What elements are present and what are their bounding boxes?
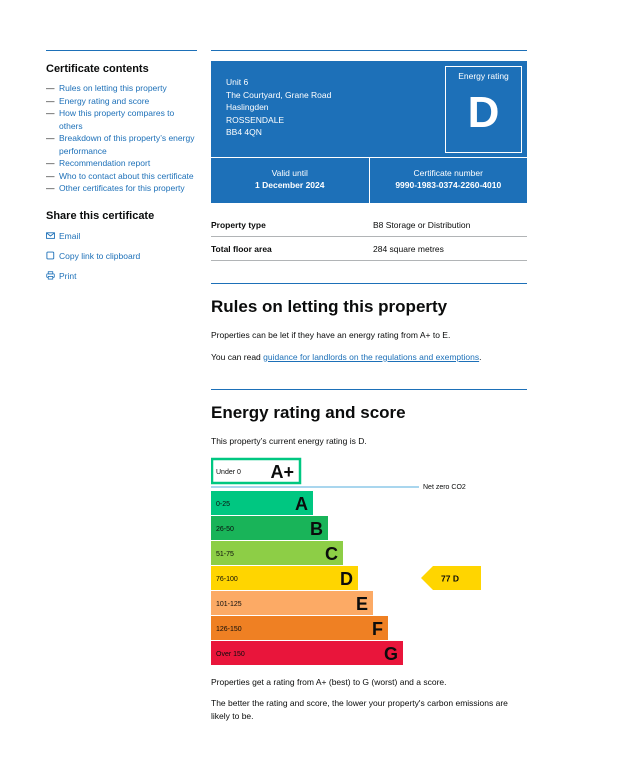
printer-icon bbox=[46, 271, 55, 280]
section-divider bbox=[211, 283, 527, 284]
band-range-label: Over 150 bbox=[216, 650, 245, 658]
certificate-header bbox=[211, 61, 527, 157]
main-divider bbox=[211, 50, 527, 51]
energy-rating-letter: D bbox=[467, 88, 500, 137]
certificate-number-value: 9990-1983-0374-2260-4010 bbox=[395, 180, 502, 190]
band-range-label: 101-125 bbox=[216, 600, 242, 608]
guidance-suffix: . bbox=[479, 351, 482, 362]
summary-row bbox=[211, 237, 527, 261]
address-line: BB4 4QN bbox=[226, 127, 262, 137]
certificate-number-label: Certificate number bbox=[413, 168, 483, 178]
band-range-label: 76-100 bbox=[216, 575, 238, 583]
band-letter-label: B bbox=[310, 518, 323, 539]
valid-until bbox=[211, 158, 369, 203]
copy-icon bbox=[46, 251, 55, 260]
band-letter-label: A+ bbox=[270, 461, 294, 482]
guidance-link[interactable]: guidance for landlords on the regulations and exemptions bbox=[263, 351, 480, 362]
contents-link-breakdown[interactable]: Breakdown of this property’s energy performance bbox=[59, 133, 195, 156]
summary-key: Property type bbox=[211, 220, 266, 230]
sidebar-divider bbox=[46, 50, 197, 51]
envelope-icon bbox=[46, 231, 55, 240]
address-line: Haslingden bbox=[226, 102, 269, 112]
contents-item: — Who to contact about this certificate bbox=[46, 170, 194, 181]
address-line: Unit 6 bbox=[226, 77, 249, 87]
valid-until-label: Valid until bbox=[271, 168, 308, 178]
share-heading: Share this certificate bbox=[46, 209, 155, 222]
contents-item: — Rules on letting this property bbox=[46, 83, 167, 93]
band-range-label: 51-75 bbox=[216, 550, 234, 558]
band-letter-label: A bbox=[295, 493, 308, 514]
carbon-explanation: The better the rating and score, the lower your property's carbon emissions are likely to be. bbox=[211, 698, 508, 721]
rating-explanation: Properties get a rating from A+ (best) to G (worst) and a score. bbox=[211, 676, 447, 687]
guidance-prefix: You can read bbox=[211, 351, 264, 362]
address-line: ROSSENDALE bbox=[226, 114, 285, 125]
contents-link-other-certificates[interactable]: Other certificates for this property bbox=[59, 183, 185, 193]
energy-rating-chart bbox=[211, 457, 527, 672]
address-line: The Courtyard, Grane Road bbox=[226, 89, 332, 100]
band-range-label: 0-25 bbox=[216, 500, 231, 508]
contents-link-contact[interactable]: Who to contact about this certificate bbox=[59, 170, 194, 181]
share-email-label: Email bbox=[59, 230, 81, 241]
share-print-link[interactable] bbox=[46, 271, 197, 281]
share-print-label: Print bbox=[59, 270, 77, 281]
contents-link-energy-rating[interactable]: Energy rating and score bbox=[59, 95, 150, 106]
share-email-link[interactable] bbox=[46, 231, 197, 241]
contents-heading: Certificate contents bbox=[46, 63, 149, 75]
summary-value: B8 Storage or Distribution bbox=[373, 220, 471, 230]
contents-list bbox=[46, 82, 197, 195]
contents-link-compare[interactable]: How this property compares to others bbox=[59, 108, 175, 131]
contents-item: — Energy rating and score bbox=[46, 95, 150, 106]
band-letter-label: G bbox=[383, 643, 398, 664]
certificate-number bbox=[369, 158, 528, 203]
contents-item: — Other certificates for this property bbox=[46, 183, 185, 193]
energy-rating-chart-svg bbox=[211, 457, 527, 672]
band-letter-label: E bbox=[355, 593, 368, 614]
band-range-label: Under 0 bbox=[216, 468, 241, 476]
band-range-label: 26-50 bbox=[216, 525, 234, 533]
contents-item: — How this property compares to others bbox=[46, 108, 175, 131]
rules-heading: Rules on letting this property bbox=[211, 297, 448, 316]
summary-value: 284 square metres bbox=[373, 244, 444, 254]
sidebar bbox=[46, 50, 197, 291]
summary-list bbox=[211, 213, 527, 261]
share-copy-label: Copy link to clipboard bbox=[59, 250, 141, 261]
share-copy-link[interactable] bbox=[46, 251, 197, 261]
contents-link-rules[interactable]: Rules on letting this property bbox=[59, 83, 167, 93]
energy-rating-label: Energy rating bbox=[458, 71, 509, 81]
energy-rating-badge bbox=[445, 66, 522, 153]
energy-intro: This property’s current energy rating is D. bbox=[211, 436, 367, 446]
energy-heading: Energy rating and score bbox=[211, 403, 406, 422]
guidance-paragraph bbox=[211, 351, 527, 364]
band-letter-label: F bbox=[372, 618, 383, 639]
certificate-details bbox=[211, 157, 527, 203]
current-rating-label: 77 D bbox=[441, 573, 459, 583]
valid-until-value: 1 December 2024 bbox=[255, 180, 325, 190]
net-zero-label: Net zero CO2 bbox=[423, 483, 466, 491]
main-content bbox=[211, 50, 527, 731]
section-divider bbox=[211, 389, 527, 390]
property-address bbox=[226, 76, 331, 139]
band-range-label: 126-150 bbox=[216, 625, 242, 633]
summary-row bbox=[211, 213, 527, 237]
band-letter-label: D bbox=[340, 568, 353, 589]
band-letter-label: C bbox=[325, 543, 338, 564]
summary-key: Total floor area bbox=[211, 244, 272, 254]
contents-link-recommendation[interactable]: Recommendation report bbox=[59, 158, 151, 168]
contents-item: — Recommendation report bbox=[46, 158, 151, 168]
rules-paragraph: Properties can be let if they have an energy rating from A+ to E. bbox=[211, 330, 451, 340]
contents-item: — Breakdown of this property’s energy performance bbox=[46, 133, 195, 156]
